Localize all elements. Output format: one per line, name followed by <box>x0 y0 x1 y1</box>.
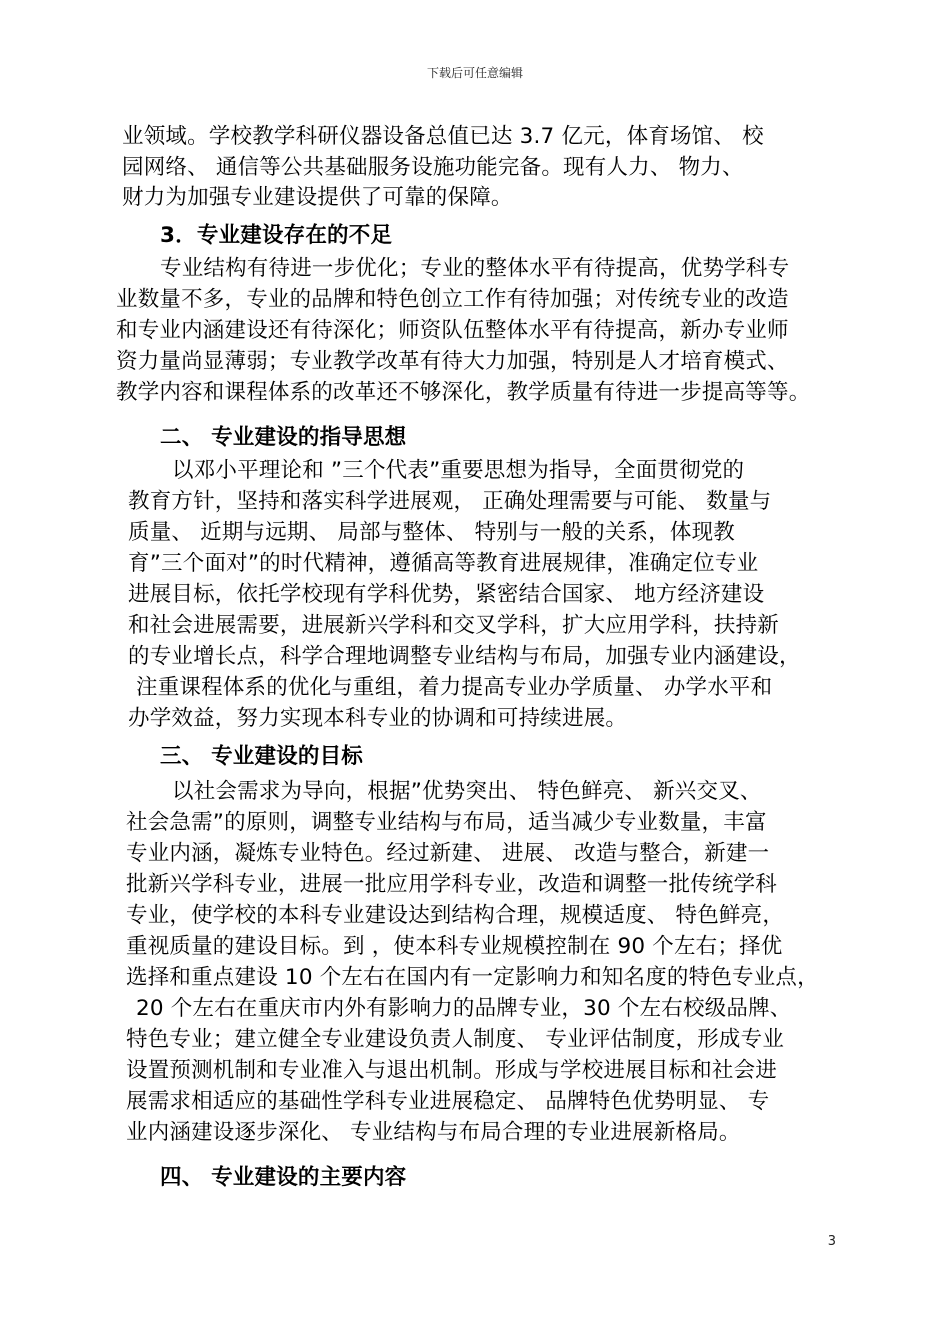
paragraph-line: 教育方针，坚持和落实科学进展观， 正确处理需要与可能、 数量与 <box>128 489 772 514</box>
paragraph-line: 社会急需”的原则，调整专业结构与布局，适当减少专业数量，丰富 <box>126 810 767 835</box>
section-heading: 二、 专业建设的指导思想 <box>160 425 407 450</box>
page-header: 下载后可任意编辑 <box>426 66 523 80</box>
paragraph-line: 特色专业；建立健全专业建设负责人制度、 专业评估制度，形成专业 <box>126 1027 785 1052</box>
paragraph-line: 进展目标，依托学校现有学科优势，紧密结合国家、 地方经济建设 <box>128 582 765 607</box>
section-heading: 三、 专业建设的目标 <box>160 744 363 769</box>
paragraph-line: 专业内涵，凝炼专业特色。经过新建、 进展、 改造与整合，新建一 <box>126 841 770 866</box>
paragraph-line: 业领域。学校教学科研仪器设备总值已达 3.7 亿元，体育场馆、 校 <box>122 124 764 149</box>
paragraph-line: 展需求相适应的基础性学科专业进展稳定、 品牌特色优势明显、 专 <box>126 1089 770 1114</box>
paragraph-line: 和专业内涵建设还有待深化；师资队伍整体水平有待提高，新办专业师 <box>116 318 789 343</box>
paragraph-line: 教学内容和课程体系的改革还不够深化，教学质量有待进一步提高等等。 <box>116 380 811 405</box>
paragraph-line: 和社会进展需要，进展新兴学科和交叉学科，扩大应用学科，扶持新 <box>128 613 780 638</box>
paragraph-line: 20 个左右在重庆市内外有影响力的品牌专业，30 个左右校级品牌、 <box>136 996 792 1021</box>
section-heading: 四、 专业建设的主要内容 <box>160 1165 407 1190</box>
paragraph-line: 资力量尚显薄弱；专业教学改革有待大力加强，特别是人才培育模式、 <box>116 349 789 374</box>
paragraph-line: 财力为加强专业建设提供了可靠的保障。 <box>122 185 513 210</box>
paragraph-line: 业数量不多，专业的品牌和特色创立工作有待加强；对传统专业的改造 <box>116 287 789 312</box>
paragraph-line: 质量、 近期与远期、 局部与整体、 特别与一般的关系，体现教 <box>128 520 736 545</box>
paragraph-line: 育”三个面对”的时代精神，遵循高等教育进展规律，准确定位专业 <box>128 551 759 576</box>
paragraph-line: 办学效益，努力实现本科专业的协调和可持续进展。 <box>128 706 628 731</box>
paragraph-line: 以社会需求为导向，根据”优势突出、 特色鲜亮、 新兴交叉、 <box>172 779 762 804</box>
paragraph-line: 的专业增长点，科学合理地调整专业结构与布局，加强专业内涵建设， <box>128 644 801 669</box>
paragraph-line: 设置预测机制和专业准入与退出机制。形成与学校进展目标和社会进 <box>126 1058 778 1083</box>
paragraph-line: 注重课程体系的优化与重组，着力提高专业办学质量、 办学水平和 <box>136 675 773 700</box>
paragraph-line: 专业，使学校的本科专业建设达到结构合理，规模适度、 特色鲜亮， <box>126 903 785 928</box>
paragraph-line: 业内涵建设逐步深化、 专业结构与布局合理的专业进展新格局。 <box>126 1120 741 1145</box>
paragraph-line: 专业结构有待进一步优化；专业的整体水平有待提高，优势学科专 <box>160 256 790 281</box>
page-number: 3 <box>827 1234 836 1249</box>
section-heading: 3．专业建设存在的不足 <box>160 223 393 248</box>
paragraph-line: 重视质量的建设目标。到 ，使本科专业规模控制在 90 个左右；择优 <box>126 934 783 959</box>
paragraph-line: 园网络、 通信等公共基础服务设施功能完备。现有人力、 物力、 <box>122 155 744 180</box>
paragraph-line: 选择和重点建设 10 个左右在国内有一定影响力和知名度的特色专业点， <box>126 965 819 990</box>
paragraph-line: 批新兴学科专业，进展一批应用学科专业，改造和调整一批传统学科 <box>126 872 778 897</box>
paragraph-line: 以邓小平理论和 ”三个代表”重要思想为指导，全面贯彻党的 <box>172 458 745 483</box>
